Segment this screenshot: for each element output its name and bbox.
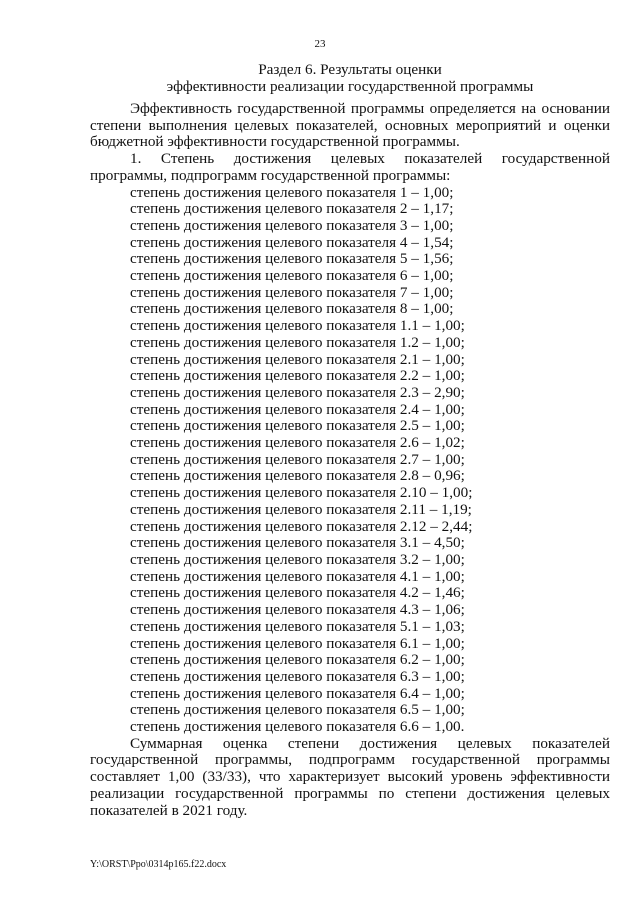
indicator-item: степень достижения целевого показателя 6.5 – 1,00; — [130, 701, 465, 719]
section-heading — [90, 62, 610, 95]
indicator-item: степень достижения целевого показателя 7 – 1,00; — [130, 283, 454, 301]
indicator-item: степень достижения целевого показателя 6 – 1,00; — [130, 267, 454, 285]
indicator-item: степень достижения целевого показателя 6.4 – 1,00; — [130, 684, 465, 702]
indicator-item: степень достижения целевого показателя 3.2 – 1,00; — [130, 550, 465, 568]
indicator-item: степень достижения целевого показателя 2.8 – 0,96; — [130, 467, 465, 485]
document-body — [90, 96, 610, 819]
section-heading-line-1: Раздел 6. Результаты оценки — [258, 61, 442, 78]
indicator-list — [90, 185, 610, 736]
page-number: 23 — [314, 38, 326, 50]
summary-paragraph: Суммарная оценка степени достижения целевых показателей государственной программы, подпрограмм государственной программы составляет 1,00 (33/33), что характеризует высокий уровень эффективности реализации государственной программы по степени достижения целевых показателей в 2021 году. — [90, 734, 610, 819]
intro-paragraph: Эффективность государственной программы определяется на основании степени выполнения целевых показателей, основных мероприятий и оценки бюджетной эффективности государственной программы. — [90, 100, 610, 151]
indicator-item: степень достижения целевого показателя 6.6 – 1,00. — [130, 718, 465, 736]
indicator-item: степень достижения целевого показателя 3.1 – 4,50; — [130, 534, 465, 552]
indicator-item: степень достижения целевого показателя 5.1 – 1,03; — [130, 617, 465, 635]
section-heading-line-2: эффективности реализации государственной программы — [166, 77, 534, 95]
indicator-item: степень достижения целевого показателя 6.3 – 1,00; — [130, 667, 465, 685]
indicator-item: степень достижения целевого показателя 1.1 – 1,00; — [130, 317, 465, 335]
file-path-footer: Y:\ORST\Ppo\0314p165.f22.docx — [90, 859, 227, 870]
indicator-item: степень достижения целевого показателя 2.11 – 1,19; — [130, 500, 472, 518]
indicator-item: степень достижения целевого показателя 5 – 1,56; — [130, 250, 454, 268]
indicator-item: степень достижения целевого показателя 4.3 – 1,06; — [130, 601, 465, 619]
indicator-item: степень достижения целевого показателя 2.10 – 1,00; — [130, 484, 473, 502]
indicator-item: степень достижения целевого показателя 2.5 – 1,00; — [130, 417, 465, 435]
indicator-item: степень достижения целевого показателя 1.2 – 1,00; — [130, 333, 465, 351]
indicator-item: степень достижения целевого показателя 2.12 – 2,44; — [130, 517, 473, 535]
indicator-item: степень достижения целевого показателя 2.7 – 1,00; — [130, 450, 465, 468]
indicator-item: степень достижения целевого показателя 4 – 1,54; — [130, 233, 454, 251]
indicator-item: степень достижения целевого показателя 2.3 – 2,90; — [130, 383, 465, 401]
point-1-paragraph: 1. Степень достижения целевых показателей государственной программы, подпрограмм государственной программы: — [90, 150, 610, 184]
indicator-item: степень достижения целевого показателя 2.4 – 1,00; — [130, 400, 465, 418]
indicator-item: степень достижения целевого показателя 4.1 – 1,00; — [130, 567, 465, 585]
indicator-item: степень достижения целевого показателя 4.2 – 1,46; — [130, 584, 465, 602]
indicator-item: степень достижения целевого показателя 2 – 1,17; — [130, 200, 454, 218]
indicator-item: степень достижения целевого показателя 6.1 – 1,00; — [130, 634, 465, 652]
indicator-item: степень достижения целевого показателя 2.2 – 1,00; — [130, 367, 465, 385]
indicator-item: степень достижения целевого показателя 8 – 1,00; — [130, 300, 454, 318]
indicator-item: степень достижения целевого показателя 6.2 – 1,00; — [130, 651, 465, 669]
indicator-item: степень достижения целевого показателя 1 – 1,00; — [130, 183, 454, 201]
indicator-item: степень достижения целевого показателя 2.6 – 1,02; — [130, 434, 465, 452]
indicator-item: степень достижения целевого показателя 3 – 1,00; — [130, 216, 454, 234]
indicator-item: степень достижения целевого показателя 2.1 – 1,00; — [130, 350, 465, 368]
